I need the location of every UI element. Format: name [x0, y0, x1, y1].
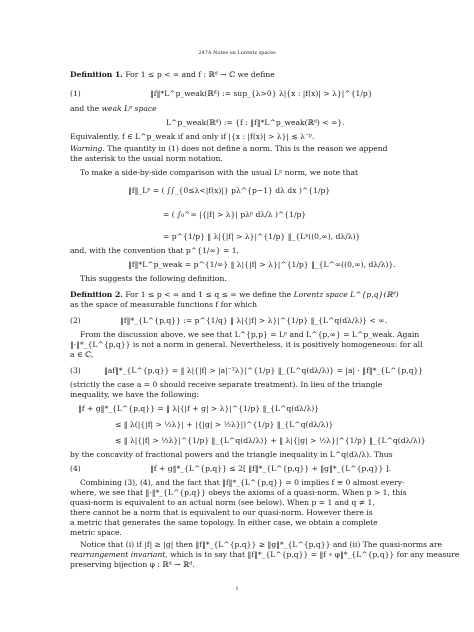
strictly-line-1: (strictly the case a = 0 should receive separate treatment). In lieu of the triangle [70, 380, 383, 389]
weak-norm-equation: ‖f‖*L^p_weak = p^{1/∞} ‖ λ|{|f| > λ}|^{1/p} ‖_{L^∞((0,∞), dλ/λ)}. [128, 260, 396, 269]
definition-1-heading: Definition 1. [70, 70, 123, 79]
warning-line-2: the asterisk to the usual norm notation. [70, 154, 223, 163]
discussion-line-3: a ∈ ℂ, [70, 350, 94, 359]
equation-2-number: (2) [70, 316, 81, 325]
concavity-text: by the concavity of fractional powers and the triangle inequality in L^q(dλ/λ). Thus [70, 450, 393, 459]
triangle-line-2: ≤ ‖ λ(|{|f| > ½λ}| + |{|g| > ½λ}|)^{1/p} ‖_{L^q(dλ/λ)} [115, 420, 334, 429]
combining-line-2: where, we see that ‖·‖*_{L^{p,q}} obeys the axioms of a quasi-norm. When p > 1, this [70, 488, 407, 497]
equation-1-number: (1) [70, 89, 81, 98]
triangle-line-1: ‖f + g‖*_{L^{p,q}} = ‖ λ|{|f + g| > λ}|^{1/p} ‖_{L^q(dλ/λ)} [78, 404, 320, 413]
page-number: 1 [235, 586, 239, 592]
comparison-intro: To make a side-by-side comparison with the usual Lᵖ norm, we note that [80, 168, 359, 177]
combining-line-6: metric space. [70, 528, 122, 537]
weak-space-and-the: and the [70, 104, 100, 113]
weak-space-term: weak Lᵖ space [101, 104, 157, 113]
weak-equivalence: Equivalently, f ∈ L^p_weak if and only if |{x : |f(x)| > λ}| ≲ λ⁻ᵖ. [70, 132, 315, 141]
lorentz-space-term: Lorentz space L^{p,q}(ℝᵈ) [293, 290, 399, 299]
discussion-line-1: From the discussion above, we see that L^{p,p} = Lᵖ and L^{p,∞} = L^p_weak. Again [80, 330, 420, 339]
page-title: 247A Notes on Lorentz spaces [198, 50, 276, 56]
equation-4-number: (4) [70, 464, 81, 473]
definition-1-text: For 1 ≤ p < ∞ and f : ℝᵈ → ℂ we define [125, 70, 275, 79]
definition-2-line-2: as the space of measurable functions f for which [70, 300, 258, 309]
combining-line-4: there cannot be a norm that is equivalent to our quasi-norm. However there is [70, 508, 373, 517]
equation-3-number: (3) [70, 366, 81, 375]
definition-2-heading: Definition 2. [70, 290, 123, 299]
strictly-line-2: inequality, we have the following: [70, 390, 200, 399]
warning-label: Warning. [70, 144, 105, 153]
notice-line-2-rest: , which is to say that ‖f‖*_{L^{p,q}} = ‖f ∘ φ‖*_{L^{p,q}} for any measure [165, 550, 460, 559]
notice-line-3: preserving bijection φ : ℝᵈ → ℝᵈ. [70, 560, 195, 569]
weak-space-intro [70, 104, 157, 114]
equation-4: ‖f + g‖*_{L^{p,q}} ≤ 2[ ‖f‖*_{L^{p,q}} + ‖g‖*_{L^{p,q}} ]. [150, 464, 392, 473]
suggests-text: This suggests the following definition. [80, 274, 227, 283]
notice-line-2 [70, 550, 459, 560]
equation-1: ‖f‖*L^p_weak(ℝᵈ) := sup_{λ>0} λ|{x : |f(x)| > λ}|^{1/p} [150, 89, 373, 98]
combining-line-5: a metric that generates the same topology. In either case, we obtain a complete [70, 518, 378, 527]
equation-3: ‖af‖*_{L^{p,q}} = ‖ λ|{|f| > |a|⁻¹λ}|^{1/p} ‖_{L^q(dλ/λ)} = |a| · ‖f‖*_{L^{p,q}} [104, 366, 424, 375]
combining-line-3: quasi-norm is equivalent to an actual norm (see below). When p = 1 and q ≠ 1, [70, 498, 375, 507]
lp-norm-equation-2: = ( ∫₀^∞ |{|f| > λ}| pλᵖ dλ/λ )^{1/p} [163, 210, 307, 219]
rearrangement-term: rearrangement invariant [70, 550, 166, 559]
definition-1 [70, 70, 275, 80]
lp-norm-equation-1: ‖f‖_Lᵖ = ( ∫∫_{0≤λ<|f(x)|} pλ^{p−1} dλ dx )^{1/p} [128, 186, 331, 195]
triangle-line-3: ≲ ‖ λ|{|f| > ½λ}|^{1/p} ‖_{L^q(dλ/λ)} + ‖ λ|{|g| > ½λ}|^{1/p} ‖_{L^q(dλ/λ)} [115, 436, 426, 445]
weak-space-definition: L^p_weak(ℝᵈ) := {f : ‖f‖*L^p_weak(ℝᵈ) < ∞}. [166, 118, 345, 127]
discussion-line-2: ‖·‖*_{L^{p,q}} is not a norm in general. Nevertheless, it is positively homogeneous: for all [70, 340, 423, 349]
notice-line-1: Notice that (i) if |f| ≥ |g| then ‖f‖*_{L^{p,q}} ≥ ‖g‖*_{L^{p,q}} and (ii) The quasi-norms are [80, 540, 443, 549]
convention-text: and, with the convention that p^{1/∞} = 1, [70, 246, 239, 255]
combining-line-1: Combining (3), (4), and the fact that ‖f‖*_{L^{p,q}} = 0 implies f ≡ 0 almost every- [80, 478, 405, 487]
equation-2: ‖f‖*_{L^{p,q}} := p^{1/q} ‖ λ|{|f| > λ}|^{1/p} ‖_{L^q(dλ/λ)} < ∞. [120, 316, 388, 325]
warning-paragraph [70, 144, 387, 154]
definition-2 [70, 290, 399, 300]
definition-2-text: For 1 ≤ p < ∞ and 1 ≤ q ≤ ∞ we define the [125, 290, 292, 299]
warning-line-1: The quantity in (1) does not define a norm. This is the reason we append [104, 144, 388, 153]
lp-norm-equation-3: = p^{1/p} ‖ λ|{|f| > λ}|^{1/p} ‖_{Lᵖ((0,∞), dλ/λ)} [163, 232, 361, 241]
